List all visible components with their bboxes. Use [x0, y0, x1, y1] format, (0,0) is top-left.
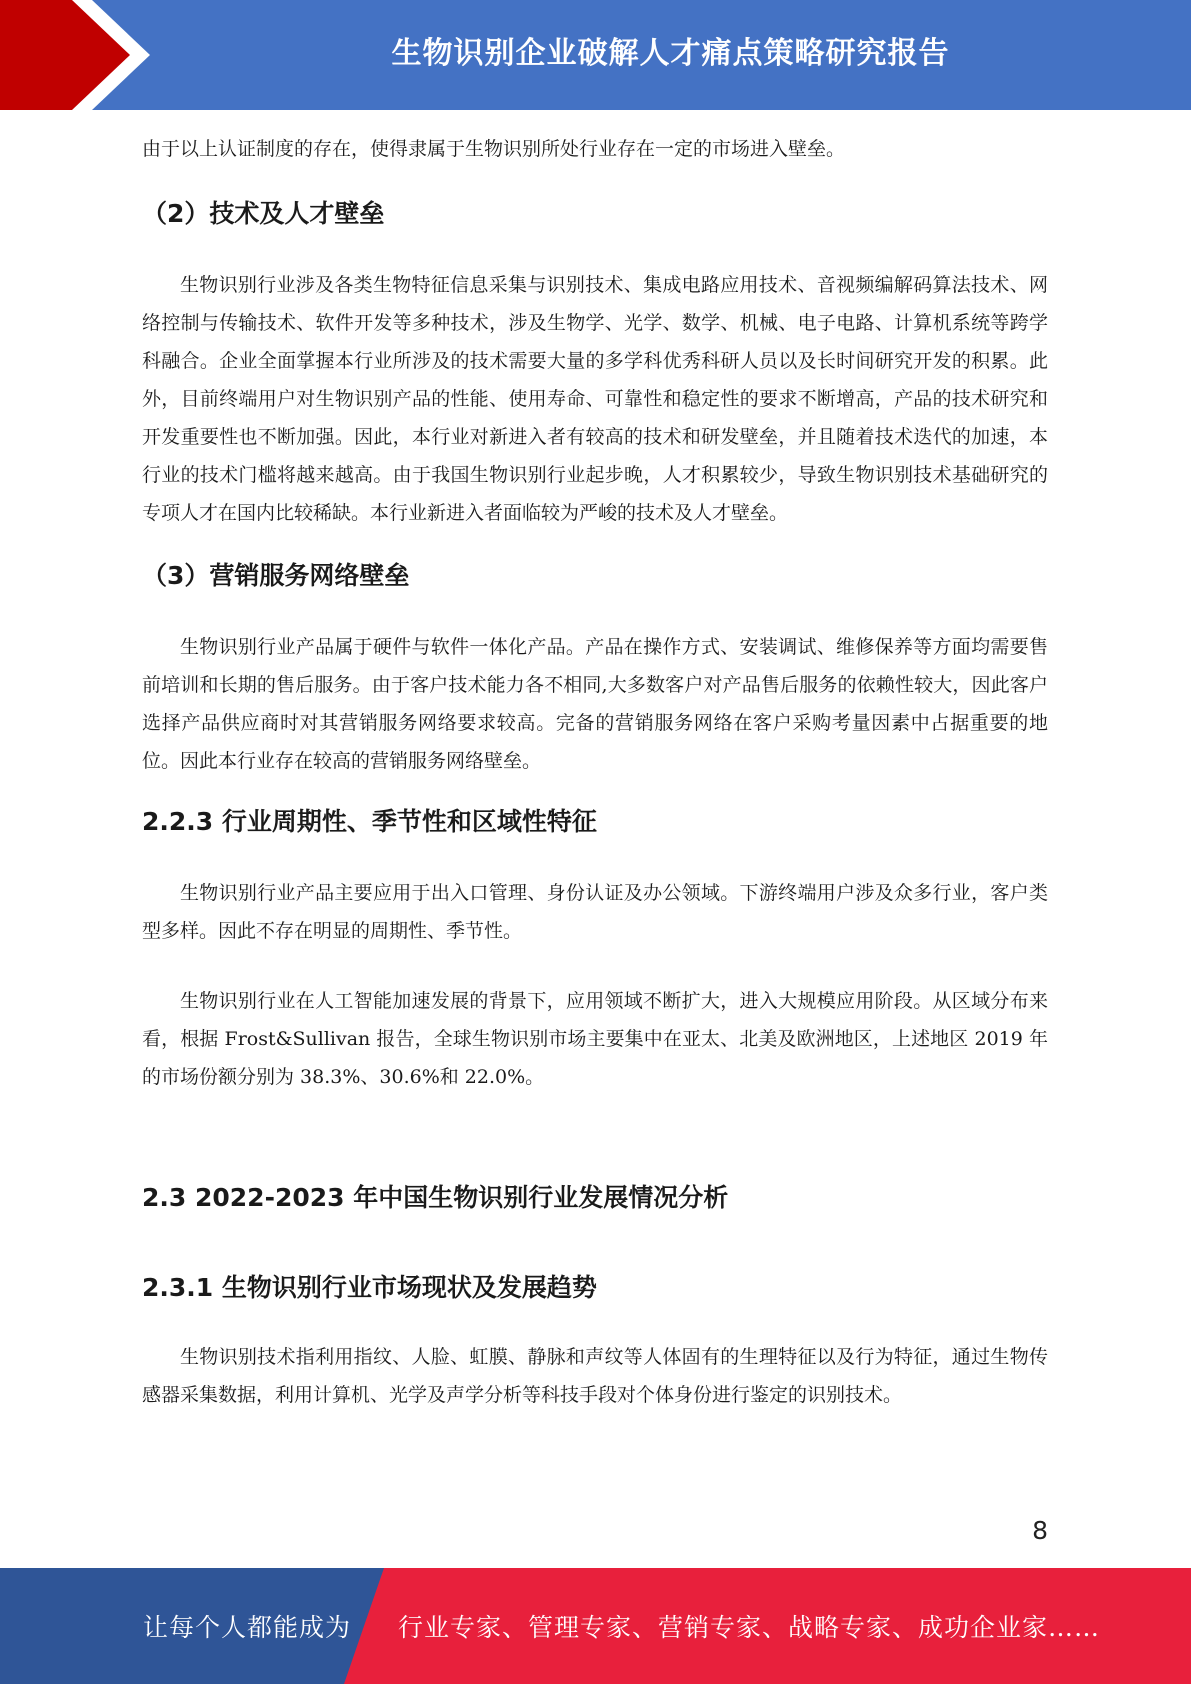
paragraph-2-2-3-a: 生物识别行业产品主要应用于出入口管理、身份认证及办公领域。下游终端用户涉及众多行业，客户类型多样。因此不存在明显的周期性、季节性。 [142, 882, 1048, 942]
heading-sales-network-barrier: （3）营销服务网络壁垒 [142, 561, 410, 590]
header-arrow-decoration [0, 0, 160, 110]
document-body [142, 130, 1048, 1414]
paragraph-2-2-3-b: 生物识别行业在人工智能加速发展的背景下，应用领域不断扩大，进入大规模应用阶段。从区域分布来看，根据 Frost&Sullivan 报告，全球生物识别市场主要集中在亚太、北美及欧洲地区，上述地区 2019 年的市场份额分别为 38.3%、30.6%和 22.0%。 [142, 990, 1048, 1088]
heading-2-3: 2.3 2022-2023 年中国生物识别行业发展情况分析 [142, 1183, 729, 1212]
paragraph-2-3-1: 生物识别技术指利用指纹、人脸、虹膜、静脉和声纹等人体固有的生理特征以及行为特征，通过生物传感器采集数据，利用计算机、光学及声学分析等科技手段对个体身份进行鉴定的识别技术。 [142, 1346, 1048, 1406]
page-number: 8 [1032, 1516, 1048, 1545]
heading-tech-talent-barrier: （2）技术及人才壁垒 [142, 199, 385, 228]
paragraph-tech-talent-barrier: 生物识别行业涉及各类生物特征信息采集与识别技术、集成电路应用技术、音视频编解码算法技术、网络控制与传输技术、软件开发等多种技术，涉及生物学、光学、数学、机械、电子电路、计算机系统等跨学科融合。企业全面掌握本行业所涉及的技术需要大量的多学科优秀科研人员以及长时间研究开发的积累。此外，目前终端用户对生物识别产品的性能、使用寿命、可靠性和稳定性的要求不断增高，产品的技术研究和开发重要性也不断加强。因此，本行业对新进入者有较高的技术和研发壁垒，并且随着技术迭代的加速，本行业的技术门槛将越来越高。由于我国生物识别行业起步晚，人才积累较少，导致生物识别技术基础研究的专项人才在国内比较稀缺。本行业新进入者面临较为严峻的技术及人才壁垒。 [142, 274, 1048, 524]
footer-slogan-left: 让每个人都能成为 [143, 1613, 352, 1642]
paragraph-sales-network-barrier: 生物识别行业产品属于硬件与软件一体化产品。产品在操作方式、安装调试、维修保养等方面均需要售前培训和长期的售后服务。由于客户技术能力各不相同,大多数客户对产品售后服务的依赖性较大，因此客户选择产品供应商时对其营销服务网络要求较高。完备的营销服务网络在客户采购考量因素中占据重要的地位。因此本行业存在较高的营销服务网络壁垒。 [142, 636, 1048, 772]
header-title: 生物识别企业破解人才痛点策略研究报告 [391, 36, 950, 71]
footer-slogan-right: 行业专家、管理专家、营销专家、战略专家、成功企业家…… [398, 1613, 1101, 1642]
heading-2-3-1: 2.3.1 生物识别行业市场现状及发展趋势 [142, 1273, 597, 1302]
page-header [0, 0, 1191, 110]
heading-2-2-3: 2.2.3 行业周期性、季节性和区域性特征 [142, 807, 597, 836]
page-footer [0, 1568, 1191, 1684]
intro-paragraph: 由于以上认证制度的存在，使得隶属于生物识别所处行业存在一定的市场进入壁垒。 [142, 138, 846, 160]
